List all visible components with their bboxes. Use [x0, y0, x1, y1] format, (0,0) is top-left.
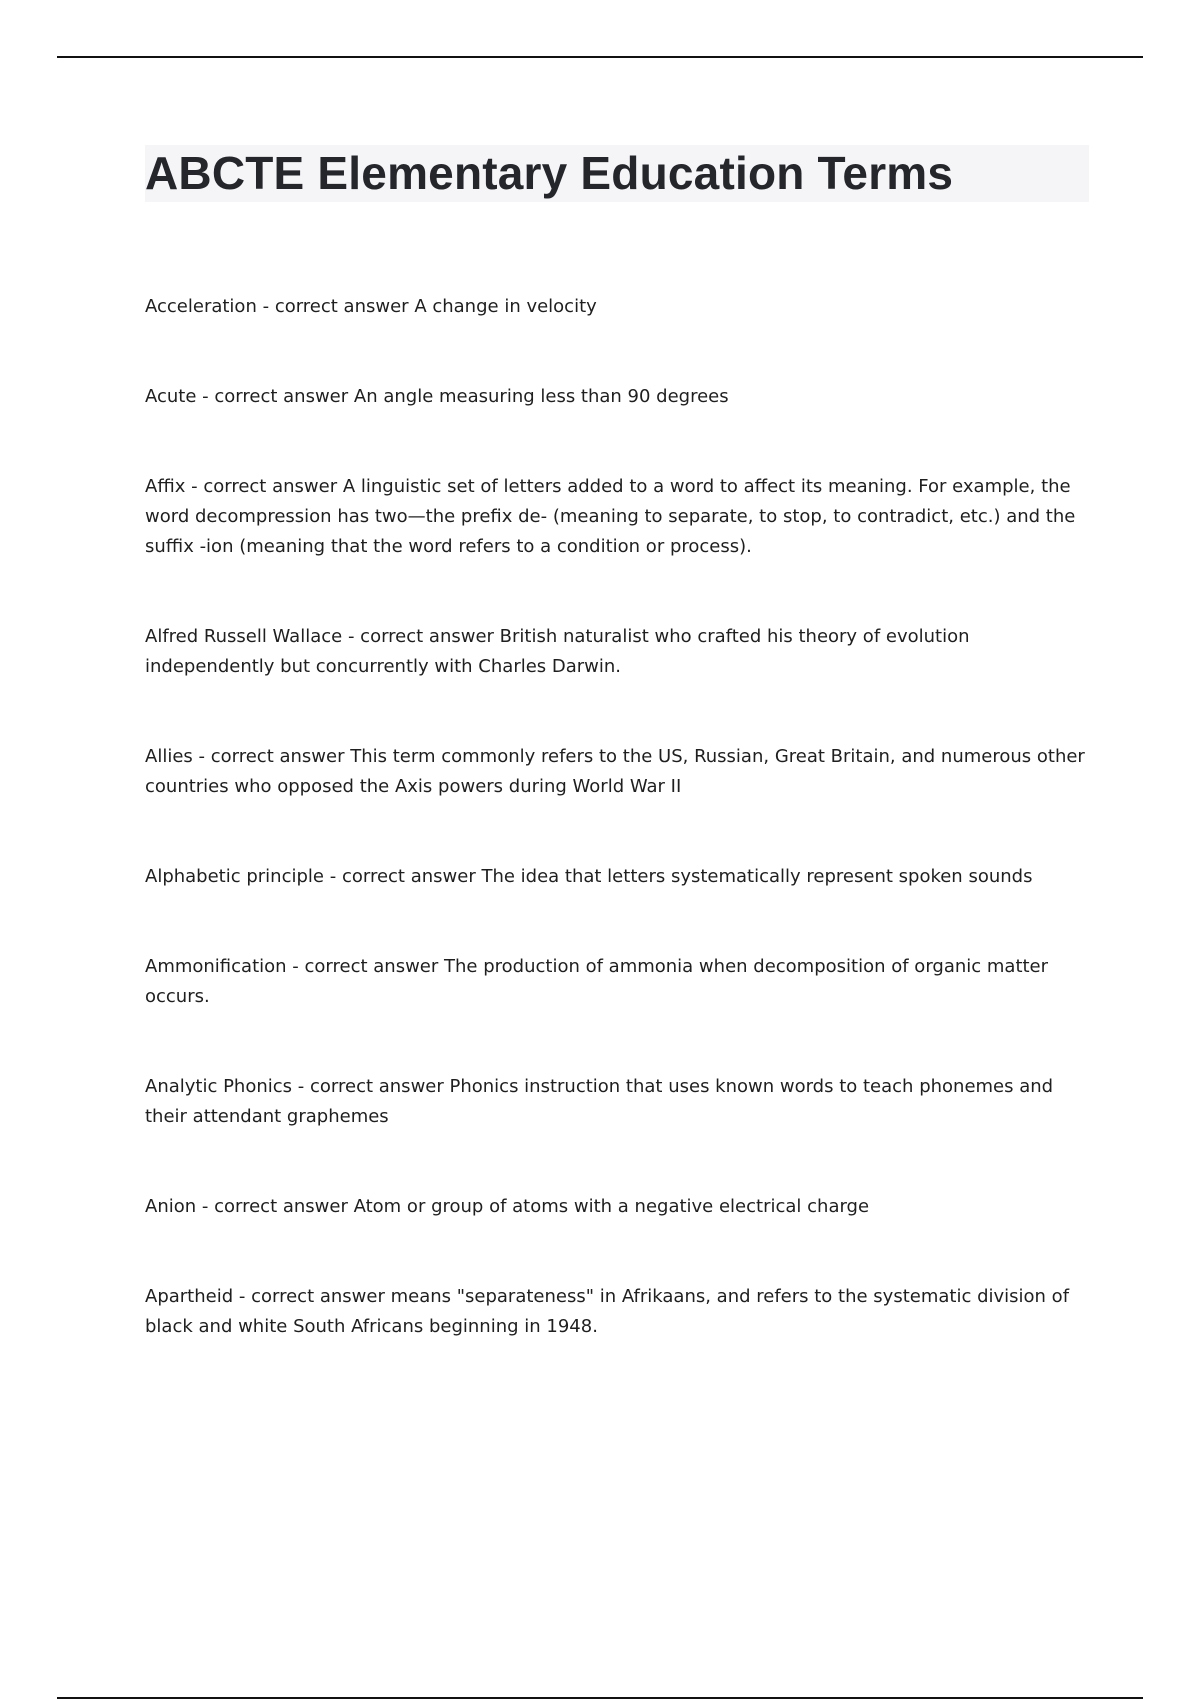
term-separator: -: [233, 1286, 252, 1307]
term-separator: -: [292, 1076, 310, 1097]
term-definition: The production of ammonia when decomposition of organic matter occurs.: [145, 956, 1049, 1007]
term-definition: This term commonly refers to the US, Russian, Great Britain, and numerous other countries who opposed the Axis powers during World War II: [145, 746, 1085, 797]
term-definition: A linguistic set of letters added to a word to affect its meaning. For example, the word decompression has two—the prefix de- (meaning to separate, to stop, to contradict, etc.) and the suffix -ion (meaning that the word refers to a condition or process).: [145, 476, 1076, 557]
term-separator: -: [256, 296, 275, 317]
term-entry: [145, 1282, 1093, 1342]
answer-label: correct answer: [360, 626, 494, 647]
term-definition: means "separateness" in Afrikaans, and refers to the systematic division of black and white South Africans beginning in 1948.: [145, 1286, 1070, 1337]
term-separator: -: [324, 866, 342, 887]
answer-label: correct answer: [310, 1076, 444, 1097]
top-rule: [57, 56, 1143, 58]
term-separator: -: [196, 386, 215, 407]
term-entry: [145, 622, 1093, 682]
bottom-rule: [57, 1697, 1143, 1699]
term-entry: [145, 742, 1093, 802]
term-definition: British naturalist who crafted his theory of evolution independently but concurrently with Charles Darwin.: [145, 626, 970, 677]
answer-label: correct answer: [214, 386, 349, 407]
answer-label: correct answer: [203, 476, 338, 497]
term-name: Anion: [145, 1196, 197, 1217]
term-separator: -: [192, 746, 211, 767]
term-definition: The idea that letters systematically represent spoken sounds: [481, 866, 1033, 887]
term-separator: -: [185, 476, 204, 497]
answer-label: correct answer: [210, 746, 345, 767]
term-entry: [145, 472, 1093, 562]
page-title: ABCTE Elementary Education Terms: [145, 147, 954, 199]
term-definition: Phonics instruction that uses known words to teach phonemes and their attendant graphemes: [145, 1076, 1054, 1127]
term-definition: An angle measuring less than 90 degrees: [353, 386, 729, 407]
term-name: Apartheid: [145, 1286, 234, 1307]
term-name: Acute: [145, 386, 197, 407]
term-name: Ammonification: [145, 956, 287, 977]
term-entry: [145, 952, 1093, 1012]
answer-label: correct answer: [251, 1286, 385, 1307]
answer-label: correct answer: [214, 1196, 348, 1217]
term-definition: A change in velocity: [414, 296, 597, 317]
term-definition: Atom or group of atoms with a negative electrical charge: [353, 1196, 870, 1217]
term-name: Allies: [145, 746, 193, 767]
term-entry: [145, 1072, 1093, 1132]
answer-label: correct answer: [341, 866, 476, 887]
term-entry: [145, 382, 1093, 412]
term-name: Alphabetic principle: [145, 866, 324, 887]
term-separator: -: [342, 626, 361, 647]
term-name: Alfred Russell Wallace: [145, 626, 343, 647]
answer-label: correct answer: [304, 956, 439, 977]
term-name: Analytic Phonics: [145, 1076, 293, 1097]
term-entry: [145, 862, 1093, 892]
term-separator: -: [286, 956, 305, 977]
title-block: [145, 145, 1089, 202]
term-separator: -: [196, 1196, 215, 1217]
term-entry: [145, 292, 1093, 322]
term-list: [145, 292, 1093, 1402]
term-entry: [145, 1192, 1093, 1222]
term-name: Affix: [145, 476, 186, 497]
term-name: Acceleration: [145, 296, 257, 317]
answer-label: correct answer: [274, 296, 409, 317]
